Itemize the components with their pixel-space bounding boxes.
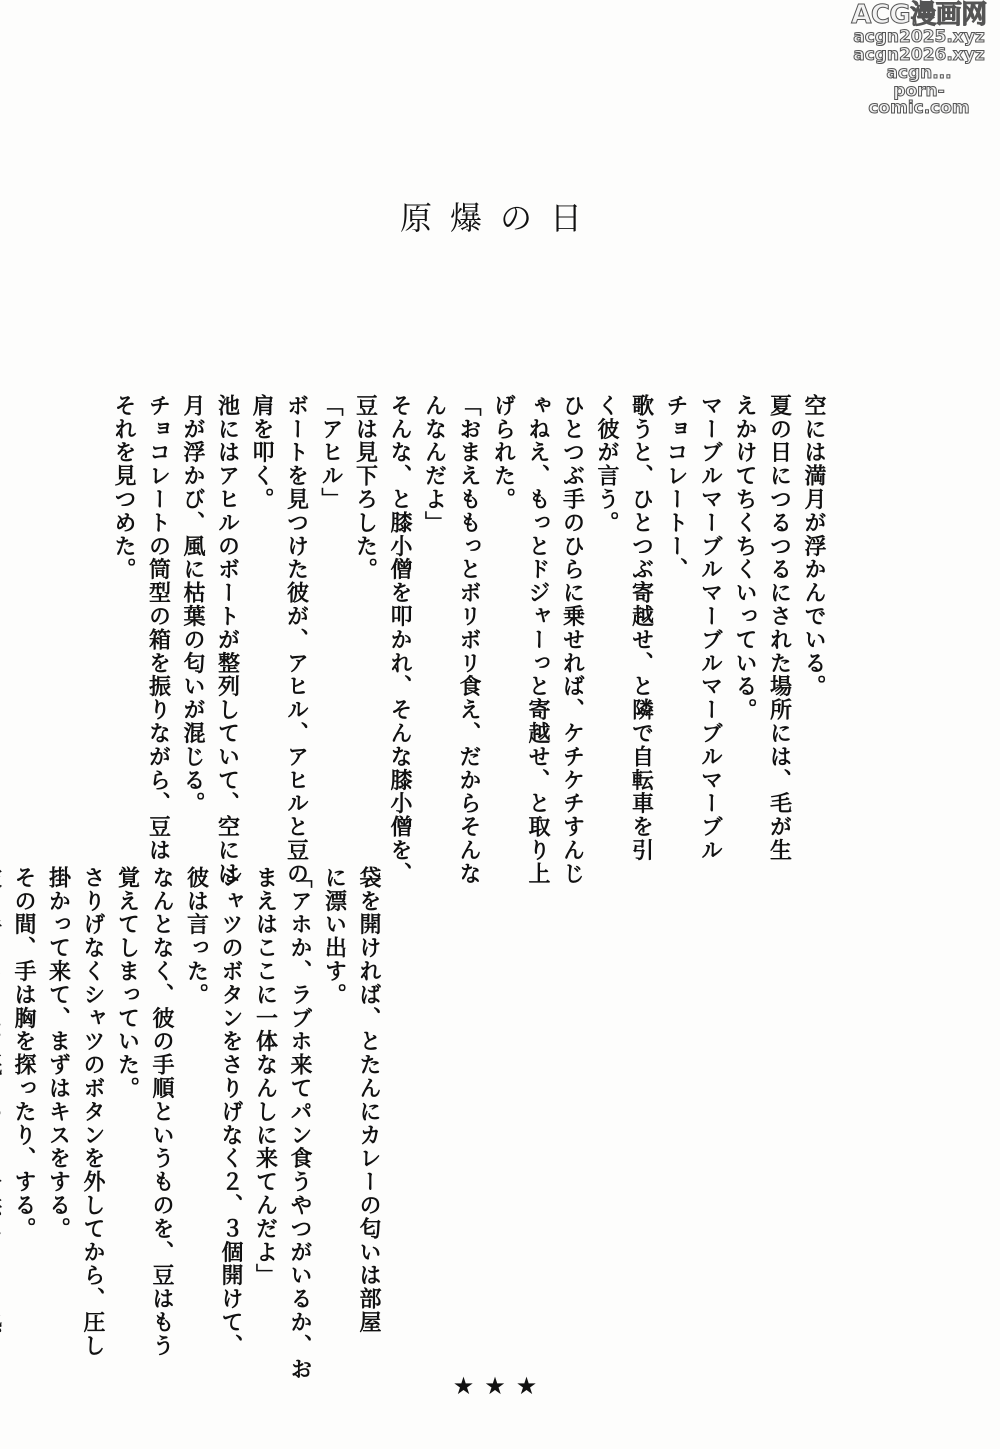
text-line: なんとなく、彼の手順というものを、豆はもう [149,866,174,1358]
text-line: 「おまえももっとボリボリ食え、だからそんな [456,394,481,886]
section-separator-stars: ★★★ [452,1372,548,1400]
text-line: 覚えてしまっていた。 [114,866,140,1100]
text-line: そんな、と膝小僧を叩かれ、そんな膝小僧を、 [387,394,412,886]
watermark-domain-1: acgn2025.xyz [853,27,985,47]
text-line: さりげなくシャツのボタンを外してから、圧し [80,866,105,1358]
watermark-domain-4: porn-comic.com [868,81,970,118]
text-line: 空には満月が浮かんでいる。 [801,394,826,699]
text-line: 池にはアヒルのボートが整列していて、空には [214,394,240,886]
text-line: げられた。 [490,394,516,511]
lower-text-block [0,866,385,1381]
text-line: 「アヒル」 [318,394,343,511]
text-line: 月が浮かび、風に枯葉の匂いが混じる。 [180,394,205,816]
page-title: 原爆の日 [399,199,600,237]
text-line: く彼が言う。 [594,394,619,535]
text-line [0,866,6,1326]
text-line: 豆は見下ろした。 [352,394,378,582]
text-line: それを見つめた。 [111,394,136,582]
text-line: 彼は言った。 [183,866,209,1007]
text-line: 歌うと、ひとつぶ寄越せ、と隣で自転車を引 [628,394,654,862]
text-line: 肩を叩く。 [249,394,274,511]
text-line: ボートを見つけた彼が、アヒル、アヒルと豆の [283,394,309,886]
text-line: 夏の日につるつるにされた場所には、毛が生 [766,394,792,862]
text-line: ゃねえ、もっとドジャーっと寄越せ、と取り上 [525,394,550,886]
text-line: チョコレートー、 [663,394,688,582]
text-line: その間、手は胸を探ったり、する。 [11,866,36,1241]
watermark [844,2,994,117]
watermark-domain-3: acgn... [886,63,952,83]
text-line: 掛かって来て、まずはキスをする。 [45,866,71,1241]
text-line: シャツのボタンをさりげなく２、３個開けて、 [218,866,243,1358]
watermark-domain-2: acgn2026.xyz [853,45,985,65]
text-line: 「アホか、ラブホ来てパン食うやつがいるか、お [287,866,312,1381]
text-line: まえはここに一体なんしに来てんだよ」 [252,866,278,1288]
text-line: チョコレートの筒型の箱を振りながら、豆は [145,394,171,862]
upper-text-block [106,394,831,886]
text-line: マーブルマーブルマーブルマーブルマーブル [697,394,723,862]
watermark-brand: ACG漫画网 [851,0,987,30]
text-line: んなんだよ」 [421,394,447,535]
text-line: ひとつぶ手のひらに乗せれば、ケチケチすんじ [559,394,585,886]
text-line: 袋を開ければ、とたんにカレーの匂いは部屋 [356,866,381,1334]
text-line: えかけてちくちくいっている。 [732,394,757,722]
text-line: に漂い出す。 [321,866,347,1007]
